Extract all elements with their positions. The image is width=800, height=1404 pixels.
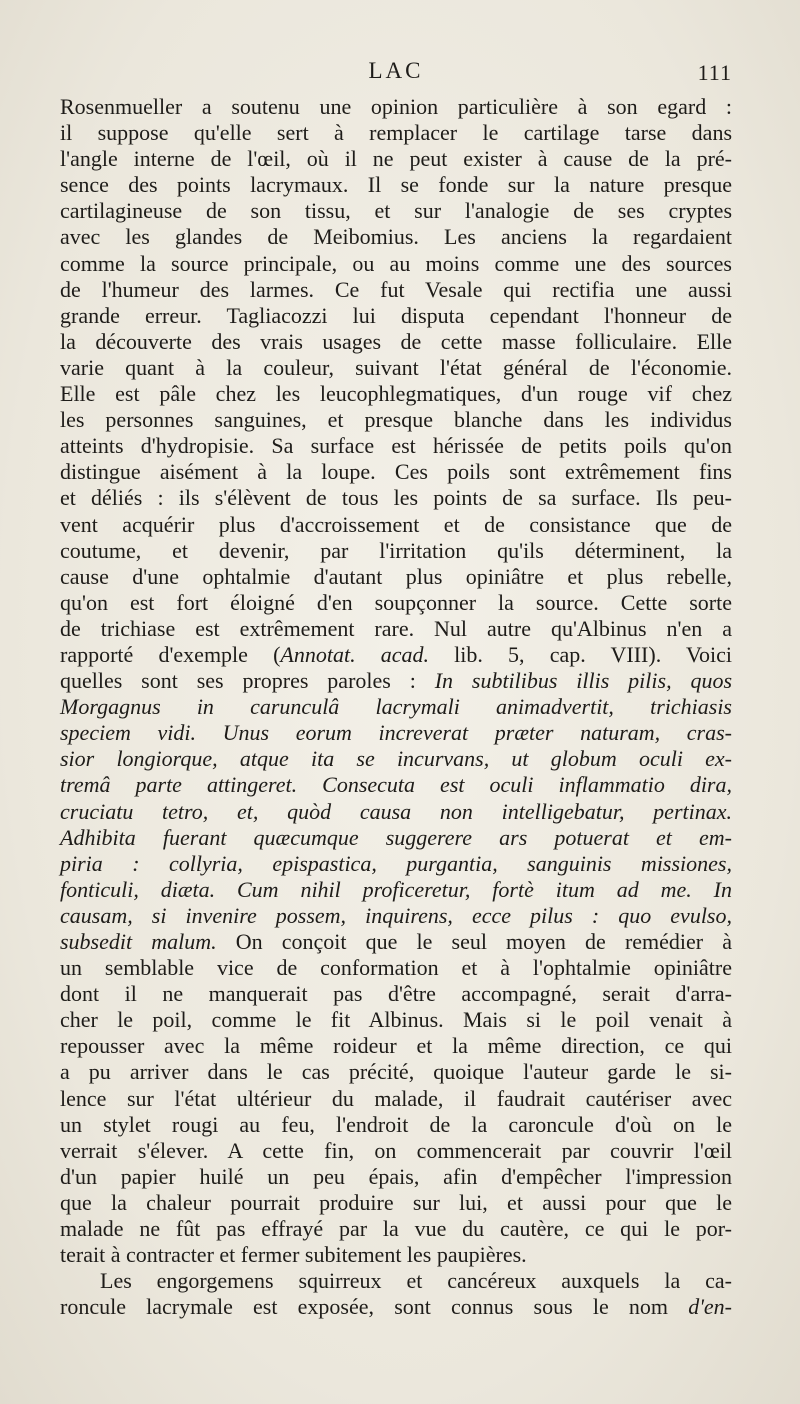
roman-text: terait à contracter et fermer subitement les paupières. xyxy=(60,1242,527,1268)
italic-text: In subtilibus illis pilis, quos xyxy=(434,668,733,694)
italic-text: Adhibita fuerant quæcumque suggerere ars potuerat et em- xyxy=(60,824,732,850)
italic-text: sior longiorque, atque ita se incurvans, ut globum oculi ex- xyxy=(60,746,732,772)
roman-text: rapporté d'exemple ( xyxy=(60,641,281,667)
text-line xyxy=(60,1242,732,1268)
text-line xyxy=(60,590,732,616)
roman-text: avec les glandes de Meibomius. Les anciens la regardaient xyxy=(60,224,732,250)
roman-text: d'un papier huilé un peu épais, afin d'empêcher l'impression xyxy=(60,1163,732,1189)
page-header xyxy=(60,58,732,92)
text-line xyxy=(60,1190,732,1216)
roman-text: que la chaleur pourrait produire sur lui, et aussi pour que le xyxy=(60,1189,732,1215)
text-line xyxy=(60,538,732,564)
text-line xyxy=(60,746,732,772)
text-line xyxy=(60,355,732,381)
roman-text: de trichiase est extrêmement rare. Nul autre qu'Albinus n'en a xyxy=(60,615,732,641)
roman-text: et déliés : ils s'élèvent de tous les points de sa surface. Ils peu- xyxy=(60,485,732,511)
italic-text: speciem vidi. Unus eorum increverat præter naturam, cras- xyxy=(60,720,732,746)
italic-text: piria : collyria, epispastica, purgantia, sanguinis missiones, xyxy=(60,850,732,876)
roman-text: cher le poil, comme le fit Albinus. Mais si le poil venait à xyxy=(60,1007,732,1033)
roman-text: dont il ne manquerait pas d'être accompagné, serait d'arra- xyxy=(60,981,732,1007)
italic-text: tremâ parte attingeret. Consecuta est oculi inflammatio dira, xyxy=(60,772,732,798)
text-line xyxy=(60,1268,732,1294)
italic-text: d'en- xyxy=(688,1294,732,1320)
italic-text: causam, si invenire possem, inquirens, ecce pilus : quo evulso, xyxy=(60,902,732,928)
text-line xyxy=(60,877,732,903)
roman-text: On conçoit que le seul moyen de remédier à xyxy=(216,929,732,954)
roman-text: atteints d'hydropisie. Sa surface est hérissée de petits poils qu'on xyxy=(60,433,732,459)
text-line xyxy=(60,642,732,668)
roman-text: repousser avec la même roideur et la même direction, ce qui xyxy=(60,1033,732,1059)
roman-text: lence sur l'état ultérieur du malade, il faudrait cautériser avec xyxy=(60,1085,732,1111)
text-line xyxy=(60,799,732,825)
roman-text: comme la source principale, ou au moins comme une des sources xyxy=(60,250,732,276)
text-line xyxy=(60,433,732,459)
text-line xyxy=(60,1007,732,1033)
roman-text: Rosenmueller a soutenu une opinion particulière à son egard : xyxy=(60,94,732,119)
text-line xyxy=(60,277,732,303)
text-line xyxy=(60,329,732,355)
italic-text: cruciatu tetro, et, quòd causa non intelligebatur, pertinax. xyxy=(60,798,732,824)
text-line xyxy=(60,981,732,1007)
roman-text: cartilagineuse de son tissu, et sur l'analogie de ses cryptes xyxy=(60,198,732,224)
roman-text: Les engorgemens squirreux et cancéreux auxquels la ca- xyxy=(100,1268,732,1294)
roman-text: verrait s'élever. A cette fin, on commencerait par couvrir l'œil xyxy=(60,1137,732,1163)
text-line xyxy=(60,851,732,877)
text-line xyxy=(60,407,732,433)
page-number: 111 xyxy=(697,60,732,85)
italic-text: fonticuli, diæta. Cum nihil proficeretur, fortè itum ad me. In xyxy=(60,876,732,902)
roman-text: un semblable vice de conformation et à l'ophtalmie opiniâtre xyxy=(60,955,732,981)
text-line xyxy=(60,381,732,407)
text-line xyxy=(60,825,732,851)
text-line xyxy=(60,485,732,511)
text-line xyxy=(60,1033,732,1059)
text-line xyxy=(60,459,732,485)
roman-text: sence des points lacrymaux. Il se fonde sur la nature presque xyxy=(60,172,732,198)
text-line xyxy=(60,564,732,590)
roman-text: quelles sont ses propres paroles : xyxy=(60,668,435,694)
text-line xyxy=(60,955,732,981)
roman-text: grande erreur. Tagliacozzi lui disputa cependant l'honneur de xyxy=(60,302,732,328)
text-line xyxy=(60,512,732,538)
text-line xyxy=(60,1294,732,1320)
italic-text: Morgagnus in carunculâ lacrymali animadvertit, trichiasis xyxy=(60,694,732,720)
roman-text: Elle est pâle chez les leucophlegmatiques, d'un rouge vif chez xyxy=(60,381,732,407)
text-line xyxy=(60,1112,732,1138)
text-line xyxy=(60,251,732,277)
text-line xyxy=(60,224,732,250)
running-title: LAC xyxy=(368,58,424,83)
roman-text: cause d'une ophtalmie d'autant plus opiniâtre et plus rebelle, xyxy=(60,563,732,589)
roman-text: les personnes sanguines, et presque blanche dans les individus xyxy=(60,407,732,433)
italic-text: Annotat. acad. xyxy=(280,641,430,667)
text-line xyxy=(60,146,732,172)
text-line xyxy=(60,772,732,798)
text-line xyxy=(60,172,732,198)
roman-text: malade ne fût pas effrayé par la vue du cautère, ce qui le por- xyxy=(60,1216,732,1242)
italic-text: subsedit malum. xyxy=(60,929,217,954)
text-line xyxy=(60,1164,732,1190)
roman-text: roncule lacrymale est exposée, sont connus sous le nom xyxy=(60,1294,689,1320)
roman-text: a pu arriver dans le cas précité, quoique l'auteur garde le si- xyxy=(60,1059,732,1085)
text-line xyxy=(60,668,732,694)
text-line xyxy=(60,720,732,746)
roman-text: lib. 5, cap. VIII). Voici xyxy=(429,641,732,667)
roman-text: coutume, et devenir, par l'irritation qu'ils déterminent, la xyxy=(60,537,732,563)
text-line xyxy=(60,303,732,329)
roman-text: vent acquérir plus d'accroissement et de consistance que de xyxy=(60,511,732,537)
text-line xyxy=(60,94,732,120)
text-line xyxy=(60,1138,732,1164)
roman-text: un stylet rougi au feu, l'endroit de la caroncule d'où on le xyxy=(60,1111,732,1137)
text-line xyxy=(60,1216,732,1242)
body-text xyxy=(60,94,732,1320)
text-line xyxy=(60,929,732,955)
text-line xyxy=(60,120,732,146)
roman-text: l'angle interne de l'œil, où il ne peut exister à cause de la pré- xyxy=(60,146,732,172)
roman-text: la découverte des vrais usages de cette masse folliculaire. Elle xyxy=(60,328,732,354)
text-line xyxy=(60,903,732,929)
text-line xyxy=(60,1086,732,1112)
text-line xyxy=(60,694,732,720)
roman-text: varie quant à la couleur, suivant l'état général de l'économie. xyxy=(60,354,732,380)
roman-text: distingue aisément à la loupe. Ces poils sont extrêmement fins xyxy=(60,459,732,485)
roman-text: qu'on est fort éloigné d'en soupçonner la source. Cette sorte xyxy=(60,589,732,615)
text-line xyxy=(60,1059,732,1085)
roman-text: il suppose qu'elle sert à remplacer le cartilage tarse dans xyxy=(60,120,732,146)
roman-text: de l'humeur des larmes. Ce fut Vesale qui rectifia une aussi xyxy=(60,276,732,302)
text-line xyxy=(60,616,732,642)
text-line xyxy=(60,198,732,224)
